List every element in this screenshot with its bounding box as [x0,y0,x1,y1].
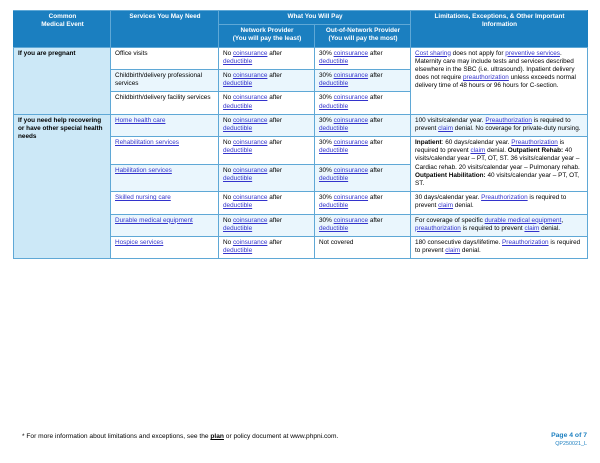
glossary-link[interactable]: claim [524,224,540,232]
service-name-cell [111,236,219,258]
page-indicator [551,432,587,448]
glossary-link[interactable]: coinsurance [333,49,369,57]
table-header [14,11,588,48]
text-run: : 60 days/calendar year. [441,139,512,147]
header-network-provider [219,25,315,47]
glossary-link[interactable]: deductible [223,147,253,155]
text-run: No [223,116,233,124]
text-run: No [223,194,233,202]
network-provider-cost-cell [219,214,315,236]
header-common-medical-event-line2: Medical Event [41,21,84,29]
glossary-link[interactable]: claim [470,147,486,155]
service-name-cell: Childbirth/delivery facility services [111,92,219,114]
text-run: after [368,71,383,79]
text-run: after [368,139,383,147]
text-run: after [267,139,282,147]
glossary-link[interactable]: preauthorization [415,224,461,232]
glossary-link[interactable]: claim [445,247,461,255]
service-link[interactable]: Durable medical equipment [115,216,193,224]
text-run: denial. [453,202,474,210]
table-row [14,114,588,136]
network-provider-cost-cell [219,92,315,114]
glossary-link[interactable]: deductible [223,247,253,255]
service-link[interactable]: Home health care [115,116,166,124]
out-of-network-provider-cost-cell [315,236,411,258]
text-run: For coverage of specific [415,216,485,224]
text-run: after [267,71,282,79]
limitations-cell [411,214,588,236]
footnote-text [22,433,338,440]
text-run: 40 visits/calendar year – PT, OT, ST. [415,171,580,187]
glossary-link[interactable]: deductible [319,124,349,132]
service-name-cell [111,137,219,165]
service-name-cell [111,192,219,214]
text-run: 30% [319,94,334,102]
glossary-link[interactable]: Preauthorization [481,194,528,202]
text-run: * For more information about limitations and exceptions, see the [22,433,211,440]
glossary-link[interactable]: deductible [223,57,253,65]
text-run: 30% [319,71,334,79]
header-services-you-may-need: Services You May Need [111,11,219,48]
glossary-link[interactable]: coinsurance [232,49,268,57]
text-run: . Maternity care may include tests and services described elsewhere in the SBC (i.e. ultrasound). Inpatient delivery does not require [415,49,575,82]
glossary-link[interactable]: coinsurance [333,216,369,224]
medical-event-cell: If you need help recovering or have other special health needs [14,114,111,259]
glossary-link[interactable]: deductible [223,124,253,132]
sbc-benefits-table-container [13,10,587,259]
text-run: after [267,194,282,202]
header-common-medical-event [14,11,111,48]
header-out-of-network-provider-title: Out-of-Network Provider [325,27,401,35]
service-name-cell: Office visits [111,47,219,69]
out-of-network-provider-cost-cell [315,114,411,136]
header-common-medical-event-line1: Common [48,13,77,20]
glossary-link[interactable]: coinsurance [232,116,268,124]
glossary-link[interactable]: preventive services [505,49,560,57]
service-link[interactable]: Rehabilitation services [115,139,179,147]
text-run: does not apply for [450,49,506,57]
header-out-of-network-provider [315,25,411,47]
text-run: is required to prevent [415,139,565,155]
out-of-network-provider-cost-cell [315,69,411,91]
text-run: after [267,116,282,124]
service-name-cell: Childbirth/delivery professional services [111,69,219,91]
text-run: is required to prevent [415,238,581,255]
emphasis-text: Outpatient Rehab: [507,147,564,155]
text-run: 30% [319,49,334,57]
service-name-cell [111,214,219,236]
header-limitations-line1: Limitations, Exceptions, & Other Important [434,13,565,20]
service-name-cell [111,114,219,136]
network-provider-cost-cell [219,69,315,91]
limitations-cell [411,47,588,114]
text-run: after [368,116,383,124]
text-run: 30% [319,139,334,147]
document-code: QP250021_L [555,440,587,447]
text-run: 30 days/calendar year. [415,194,482,202]
glossary-link[interactable]: Preauthorization [485,116,532,124]
page-number: Page 4 of 7 [551,432,587,439]
text-run: 100 visits/calendar year. [415,116,486,124]
table-row [14,47,588,69]
emphasis-text: Inpatient [415,139,442,147]
table-body [14,47,588,259]
text-run: after [368,194,383,202]
text-run: No [223,71,233,79]
text-run: after [368,49,383,57]
limitations-cell [411,114,588,136]
text-run: is required to prevent [415,116,571,132]
text-run: 40 visits/calendar year – PT, OT, ST. 36 visits/calendar year – Cardiac rehab. 20 visits/calendar year – Pulmonary rehab. [415,147,580,171]
text-run: is required to prevent [415,194,567,210]
glossary-link[interactable]: deductible [319,224,349,232]
text-run: denial. [539,224,560,232]
text-run: after [267,94,282,102]
glossary-link[interactable]: coinsurance [333,116,369,124]
glossary-link[interactable]: coinsurance [232,194,268,202]
footnote [22,433,338,442]
text-run: 180 consecutive days/lifetime. [415,238,503,246]
text-run: 30% [319,194,334,202]
glossary-link[interactable]: claim [438,202,454,210]
glossary-link[interactable]: Preauthorization [511,139,558,147]
text-run: after [368,216,383,224]
network-provider-cost-cell [219,192,315,214]
header-what-you-will-pay: What You Will Pay [219,11,411,25]
text-run: after [267,238,282,246]
glossary-link[interactable]: deductible [319,102,349,110]
sbc-benefits-table [13,10,588,259]
out-of-network-provider-cost-cell [315,137,411,165]
service-link[interactable]: Habilitation services [115,166,172,174]
glossary-link[interactable]: Preauthorization [502,238,549,246]
glossary-link[interactable]: deductible [223,174,253,182]
glossary-link[interactable]: deductible [319,80,349,88]
service-name-cell [111,164,219,192]
network-provider-cost-cell [219,164,315,192]
text-run: after [267,166,282,174]
text-run: unless exceeds normal delivery time of 48 hours or 96 hours for C-section. [415,74,576,90]
header-limitations-exceptions [411,11,588,48]
glossary-link[interactable]: coinsurance [232,94,268,102]
text-run: 30% [319,116,334,124]
glossary-link[interactable]: preauthorization [462,74,509,82]
glossary-link[interactable]: coinsurance [232,71,268,79]
network-provider-cost-cell [219,114,315,136]
glossary-link[interactable]: coinsurance [333,94,369,102]
text-run: after [368,94,383,102]
text-run: Not covered [319,238,354,246]
text-run: 30% [319,216,334,224]
glossary-link[interactable]: deductible [223,102,253,110]
text-run: No [223,166,233,174]
out-of-network-provider-cost-cell [315,164,411,192]
service-link[interactable]: Hospice services [115,238,164,246]
text-run: No [223,216,233,224]
text-run: No [223,49,233,57]
text-run: No [223,139,233,147]
text-run: , [561,216,564,224]
text-run: after [267,216,282,224]
glossary-link[interactable]: coinsurance [333,139,369,147]
header-limitations-line2: Information [481,21,518,29]
text-run: after [368,166,383,174]
out-of-network-provider-cost-cell [315,192,411,214]
header-network-provider-title: Network Provider [240,27,294,35]
network-provider-cost-cell [219,137,315,165]
glossary-link[interactable]: durable medical equipment [484,216,562,224]
medical-event-cell: If you are pregnant [14,47,111,114]
text-run: denial. No coverage for private-duty nursing. [453,124,581,132]
text-run: after [267,49,282,57]
glossary-link[interactable]: plan [210,433,224,440]
glossary-link[interactable]: deductible [319,57,349,65]
network-provider-cost-cell [219,236,315,258]
header-out-of-network-provider-sub: (You will pay the most) [328,35,398,43]
network-provider-cost-cell [219,47,315,69]
header-network-provider-sub: (You will pay the least) [232,35,302,43]
glossary-link[interactable]: coinsurance [333,71,369,79]
glossary-link[interactable]: deductible [223,80,253,88]
limitations-cell [411,137,588,192]
service-link[interactable]: Skilled nursing care [115,194,171,202]
text-run: is required to prevent [460,224,525,232]
glossary-link[interactable]: claim [438,124,454,132]
glossary-link[interactable]: coinsurance [232,238,268,246]
glossary-link[interactable]: coinsurance [333,166,369,174]
glossary-link[interactable]: coinsurance [232,166,268,174]
table-header-row-top [14,11,588,25]
text-run: No [223,94,233,102]
glossary-link[interactable]: deductible [319,202,349,210]
glossary-link[interactable]: deductible [319,147,349,155]
text-run: denial. [485,147,508,155]
out-of-network-provider-cost-cell [315,214,411,236]
glossary-link[interactable]: deductible [223,202,253,210]
text-run: 30% [319,166,334,174]
out-of-network-provider-cost-cell [315,92,411,114]
emphasis-text: Outpatient Habilitation: [415,171,486,179]
glossary-link[interactable]: coinsurance [333,194,369,202]
limitations-cell [411,192,588,214]
text-run: denial. [460,247,481,255]
glossary-link[interactable]: coinsurance [232,216,268,224]
glossary-link[interactable]: deductible [319,174,349,182]
glossary-link[interactable]: deductible [223,224,253,232]
text-run: or policy document at www.phpni.com. [223,433,339,440]
glossary-link[interactable]: coinsurance [232,139,268,147]
text-run: No [223,238,233,246]
limitations-cell [411,236,588,258]
out-of-network-provider-cost-cell [315,47,411,69]
glossary-link[interactable]: Cost sharing [415,49,451,57]
